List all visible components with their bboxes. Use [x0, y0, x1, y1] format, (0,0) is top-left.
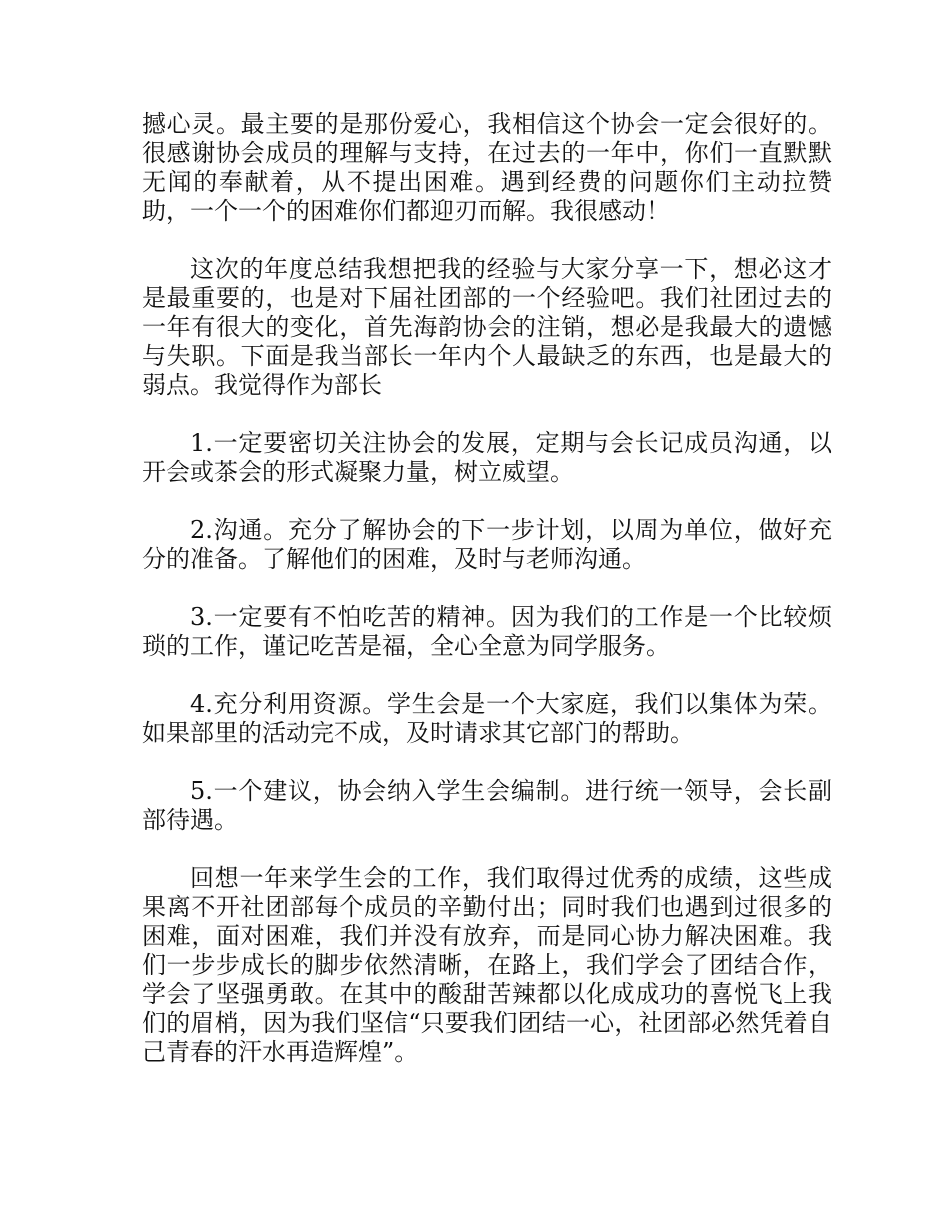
list-item-5: 5.一个建议，协会纳入学生会编制。进行统一领导，会长副部待遇。 — [142, 777, 832, 834]
document-body — [142, 110, 832, 1096]
paragraph-conclusion: 回想一年来学生会的工作，我们取得过优秀的成绩，这些成果离不开社团部每个成员的辛勤付出；同时我们也遇到过很多的困难，面对困难，我们并没有放弃，而是同心协力解决困难。我们一步步成长的脚步依然清晰，在路上，我们学会了团结合作，学会了坚强勇敢。在其中的酸甜苦辣都以化成成功的喜悦飞上我们的眉梢，因为我们坚信“只要我们团结一心，社团部必然凭着自己青春的汗水再造辉煌”。 — [142, 864, 832, 1066]
paragraph-continued: 撼心灵。最主要的是那份爱心，我相信这个协会一定会很好的。很感谢协会成员的理解与支持，在过去的一年中，你们一直默默无闻的奉献着，从不提出困难。遇到经费的问题你们主动拉赞助，一个一个的困难你们都迎刃而解。我很感动！ — [142, 110, 832, 225]
list-item-4: 4.充分利用资源。学生会是一个大家庭，我们以集体为荣。如果部里的活动完不成，及时请求其它部门的帮助。 — [142, 690, 832, 747]
list-item-1: 1.一定要密切关注协会的发展，定期与会长记成员沟通，以开会或茶会的形式凝聚力量，树立威望。 — [142, 429, 832, 486]
list-item-3: 3.一定要有不怕吃苦的精神。因为我们的工作是一个比较烦琐的工作，谨记吃苦是福，全心全意为同学服务。 — [142, 603, 832, 660]
list-item-2: 2.沟通。充分了解协会的下一步计划，以周为单位，做好充分的准备。了解他们的困难，及时与老师沟通。 — [142, 516, 832, 573]
paragraph-summary-intro: 这次的年度总结我想把我的经验与大家分享一下，想必这才是最重要的，也是对下届社团部的一个经验吧。我们社团过去的一年有很大的变化，首先海韵协会的注销，想必是我最大的遗憾与失职。下面是我当部长一年内个人最缺乏的东西，也是最大的弱点。我觉得作为部长 — [142, 255, 832, 399]
